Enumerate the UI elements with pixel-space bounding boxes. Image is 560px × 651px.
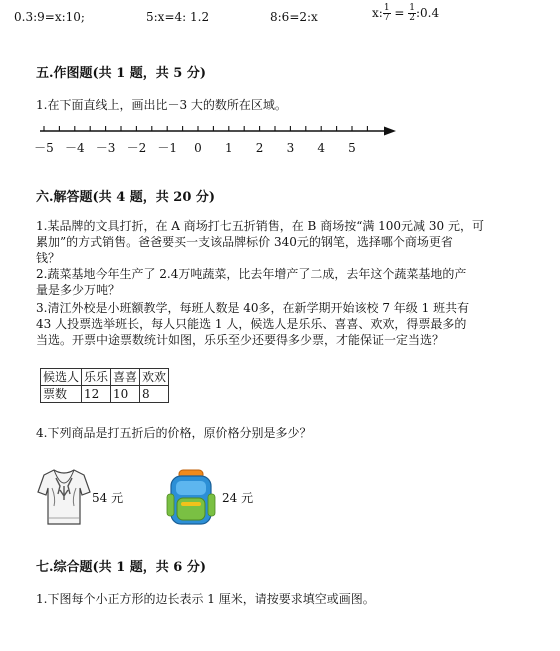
eq4-equals: = [394,6,405,20]
section6-question3 [36,300,506,348]
fraction-numerator: 1 [383,3,390,13]
table-header-cell: 候选人 [41,369,82,386]
number-line-label: 5 [348,141,356,155]
table-header-cell: 欢欢 [140,369,169,386]
table-cell: 10 [111,386,140,403]
tshirt-icon [36,466,92,528]
fraction-one-half [408,4,416,23]
fraction-denominator: 2 [409,13,415,23]
fraction-one-seventh [383,4,391,23]
eq4-suffix: :0.4 [416,6,440,20]
q1-line-3: 钱？ [36,251,61,265]
number-line-label: －3 [95,141,116,155]
section7-question1: 1.下图每个小正方形的边长表示 1 厘米，请按要求填空或画图。 [36,592,375,606]
number-line-label: 0 [194,141,202,155]
eq4-prefix: x: [372,6,383,20]
section6-question1 [36,218,506,266]
number-line-label: －4 [64,141,85,155]
section5-title: 五.作图题(共 1 题，共 5 分) [36,66,207,81]
table-cell: 12 [82,386,111,403]
number-line-label: 2 [255,141,264,155]
backpack-icon [166,468,216,526]
q3-line-2: 43 人投票选举班长，每人只能选 1 人，候选人是乐乐、喜喜、欢欢，得票最多的 [36,317,467,331]
number-line-label: －1 [157,141,178,155]
item1-price: 54 元 [92,491,124,505]
q3-line-3: 当选。开票中途票数统计如图，乐乐至少还要得多少票，才能保证一定当选？ [36,333,445,347]
number-line-arrow-icon [384,127,396,136]
q2-line-2: 量是多少万吨？ [36,283,121,297]
table-header-cell: 喜喜 [111,369,140,386]
section5-question1: 1.在下面直线上，画出比－3 大的数所在区域。 [36,98,287,112]
section6-title: 六.解答题(共 4 题，共 20 分) [36,190,216,205]
equation-3: 8:6=2:x [270,10,318,24]
number-line-label: －5 [34,141,54,155]
section6-question2 [36,266,506,298]
item2-price: 24 元 [222,491,254,505]
number-line [30,118,410,158]
number-line-label: －2 [126,141,147,155]
table-row [41,386,169,403]
number-line-label: 4 [317,141,326,155]
equation-4 [372,4,439,23]
equation-1: 0.3:9=x:10; [14,10,85,24]
table-header-cell: 乐乐 [82,369,111,386]
table-header-row [41,369,169,386]
vote-table [40,368,169,403]
q2-line-1: 2.蔬菜基地今年生产了 2.4万吨蔬菜，比去年增产了二成，去年这个蔬菜基地的产 [36,267,467,281]
equation-2: 5:x=4: 1.2 [146,10,210,24]
table-cell: 8 [140,386,169,403]
fraction-numerator: 1 [409,3,415,13]
number-line-label: 1 [224,141,233,155]
fraction-denominator: 7 [383,13,390,23]
section6-question4: 4.下列商品是打五折后的价格，原价格分别是多少？ [36,426,312,440]
table-cell: 票数 [41,386,82,403]
q1-line-1: 1.某品牌的文具打折，在 A 商场打七五折销售，在 B 商场按“满 100元减 30 元，可 [36,219,484,233]
number-line-label: 3 [286,141,295,155]
q3-line-1: 3.清江外校是小班额教学，每班人数是 40多，在新学期开始该校 7 年级 1 班共有 [36,301,470,315]
q1-line-2: 累加”的方式销售。爸爸要买一支该品牌标价 340元的钢笔，选择哪个商场更省 [36,235,453,249]
section7-title: 七.综合题(共 1 题，共 6 分) [36,560,207,575]
